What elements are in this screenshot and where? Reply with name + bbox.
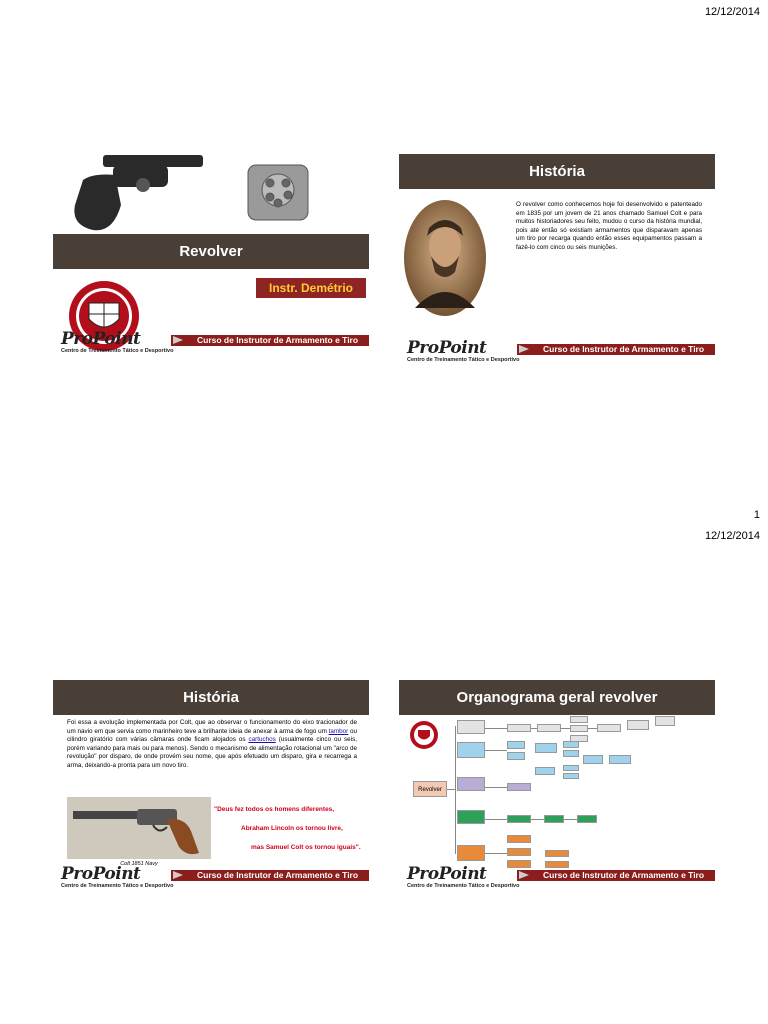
text-part: ou cilindro giratório com várias câmaras onde ficam alojados os [67, 727, 357, 744]
org-node [563, 773, 579, 779]
org-connector [485, 750, 507, 751]
org-node [563, 750, 579, 757]
colt-1851-navy-image [67, 797, 211, 859]
org-connector [531, 728, 537, 729]
org-node [507, 741, 525, 749]
page-number: 1 [753, 509, 760, 521]
org-connector [485, 819, 507, 820]
org-node [583, 755, 603, 764]
org-node [507, 783, 531, 791]
instructor-label: Instr. Demétrio [256, 278, 366, 298]
footer-subtitle: Centro de Treinamento Tático e Desportivo [407, 357, 520, 363]
org-node [535, 767, 555, 775]
revolver-image [53, 145, 369, 235]
org-node [609, 755, 631, 764]
propoint-logo: ProPoint [407, 864, 487, 884]
org-connector [447, 789, 455, 790]
org-connector [564, 819, 577, 820]
footer-tagline: Curso de Instrutor de Armamento e Tiro [171, 335, 369, 346]
propoint-logo: ProPoint [61, 329, 141, 349]
page-date: 12/12/2014 [704, 6, 760, 18]
org-node [457, 810, 485, 824]
org-node [545, 861, 569, 868]
text-part: Foi essa a evolução implementada por Colt, que ao observar o funcionamento do eixo tracionador de um navio em que servia como marinheiro teve a brilhante ideia de anexar à arma de fogo um [67, 719, 357, 735]
org-node [655, 716, 675, 726]
propoint-logo: ProPoint [61, 864, 141, 884]
org-node [457, 742, 485, 758]
org-node [507, 835, 531, 843]
history-text [67, 719, 357, 771]
org-connector [531, 819, 544, 820]
org-node [597, 724, 621, 732]
org-node [563, 741, 579, 748]
arrow-icon [519, 871, 529, 879]
org-connector [561, 728, 570, 729]
slide-2 [399, 154, 715, 368]
samuel-colt-portrait [403, 198, 487, 318]
org-node [563, 765, 579, 771]
org-node [544, 815, 564, 823]
page-date: 12/12/2014 [704, 530, 760, 542]
text-part: (usualmente cinco ou seis, porém variando para mais ou para menos). Sendo o mecanismo de alimentação rotacional um "arco de revolução" por disparo, de onde provém seu nome, que após efetuado um disparo, gira e recarrega a arma, deixando-a pronta para um novo tiro. [67, 736, 357, 769]
slide-title: História [53, 680, 369, 715]
footer-tagline: Curso de Instrutor de Armamento e Tiro [517, 870, 715, 881]
quote-line: mas Samuel Colt os tornou iguais". [251, 844, 361, 851]
slide-title: Organograma geral revolver [399, 680, 715, 715]
org-connector [455, 726, 456, 854]
arrow-icon [173, 871, 183, 879]
cartuchos-link[interactable]: cartuchos [248, 736, 276, 744]
history-text: O revolver como conhecemos hoje foi desenvolvido e patenteado em 1835 por um jovem de 21 anos chamado Samuel Colt e para muitos historiadores seu feito, mudou o curso da história mundial, pois até então só existiam armamentos que disparavam apenas um tiro por recarga quando então esses equipamentos passam a fazê-lo com cinco ou seis munições. [516, 201, 702, 251]
org-node [457, 720, 485, 734]
org-node [507, 860, 531, 868]
arrow-icon [173, 336, 183, 344]
footer-subtitle: Centro de Treinamento Tático e Desportivo [61, 348, 174, 354]
org-node [577, 815, 597, 823]
org-node [535, 743, 557, 753]
tambor-link[interactable]: tambor [328, 727, 349, 735]
org-node [507, 815, 531, 823]
slide-title: História [399, 154, 715, 189]
slide-1 [53, 145, 369, 359]
image-caption: Colt 1851 Navy [120, 861, 158, 867]
quote-line: Abraham Lincoln os tornou livre, [241, 825, 343, 832]
slide-title: Revolver [53, 234, 369, 269]
org-connector [485, 853, 507, 854]
org-node [537, 724, 561, 732]
org-chart [399, 715, 715, 868]
org-node [545, 850, 569, 857]
org-connector [485, 728, 507, 729]
org-node [457, 845, 485, 861]
org-node [570, 716, 588, 723]
footer-subtitle: Centro de Treinamento Tático e Desportivo [61, 883, 174, 889]
slide-3 [53, 680, 369, 894]
slide-4 [399, 680, 715, 894]
org-node [570, 725, 588, 732]
footer [399, 864, 715, 894]
quote-line: "Deus fez todos os homens diferentes, [214, 806, 335, 813]
org-connector [485, 787, 507, 788]
footer-tagline: Curso de Instrutor de Armamento e Tiro [171, 870, 369, 881]
org-node [507, 724, 531, 732]
footer [399, 338, 715, 368]
org-node [457, 777, 485, 791]
org-connector [588, 728, 597, 729]
footer-tagline: Curso de Instrutor de Armamento e Tiro [517, 344, 715, 355]
org-node [507, 848, 531, 856]
arrow-icon [519, 345, 529, 353]
footer-subtitle: Centro de Treinamento Tático e Desportivo [407, 883, 520, 889]
org-node [507, 752, 525, 760]
org-root: Revolver [413, 781, 447, 797]
footer [53, 329, 369, 359]
propoint-logo: ProPoint [407, 338, 487, 358]
org-node [627, 720, 649, 730]
